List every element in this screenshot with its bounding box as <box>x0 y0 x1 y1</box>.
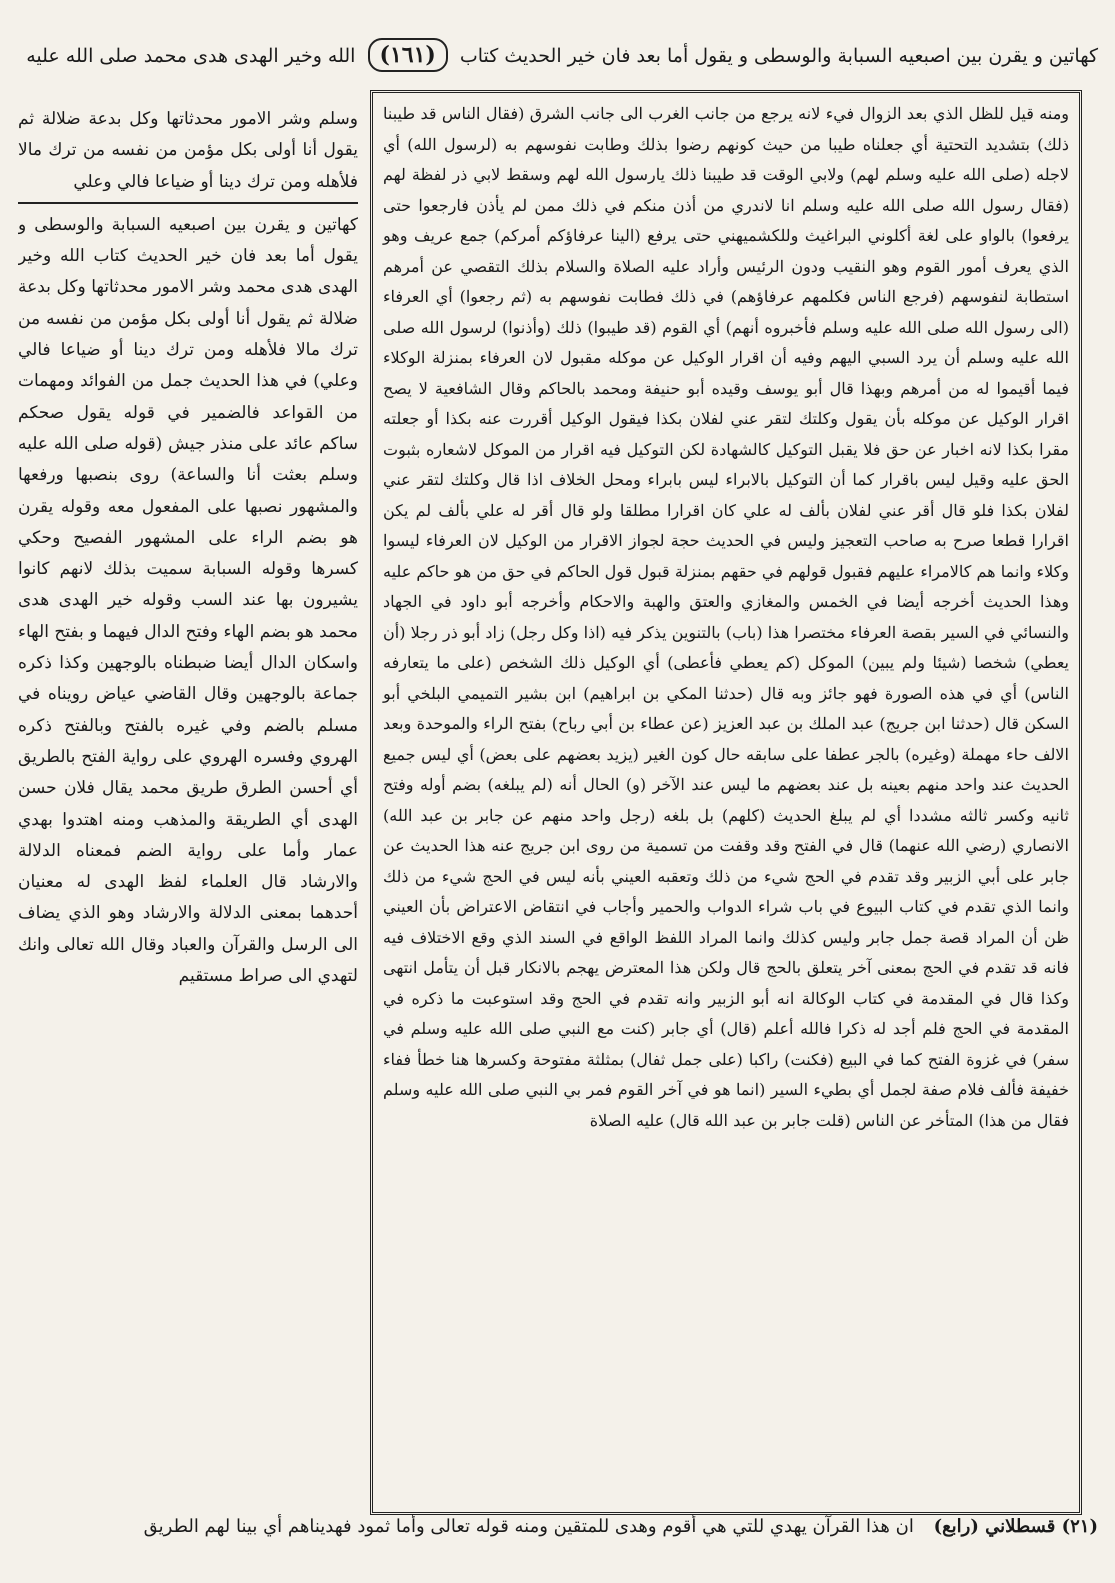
header-text-left: الله وخير الهدى هدى محمد صلى الله عليه <box>26 45 356 67</box>
margin-commentary-column <box>18 104 358 1499</box>
header-text-right: كهاتين و يقرن بين اصبعيه السبابة والوسطى و يقول أما بعد فان خير الحديث كتاب <box>459 45 1098 67</box>
page-number: (١٦١) <box>368 38 448 72</box>
margin-top-text: وسلم وشر الامور محدثاتها وكل بدعة ضلالة ثم يقول أنا أولى بكل مؤمن من نفسه من ترك مالا فلأهله ومن ترك دينا أو ضياعا فالي وعلي <box>18 109 358 192</box>
main-text-box <box>370 90 1082 1515</box>
margin-body-text: كهاتين و يقرن بين اصبعيه السبابة والوسطى و يقول أما بعد فان خير الحديث كتاب الله وخير الهدى هدى محمد وشر الامور محدثاتها وكل بدعة ضلالة ثم يقول أنا أولى بكل مؤمن من نفسه من ترك مالا فلأهله ومن ترك دينا أو ضياعا فالي وعلي) في هذا الحديث جمل من الفوائد ومهمات من القواعد فالضمير في قوله يقول صحكم ساكم عائد على منذر جيش (قوله صلى الله عليه وسلم بعثت أنا والساعة) روى بنصبها ورفعها والمشهور نصبها على المفعول معه وقوله يقرن هو بضم الراء على المشهور الفصيح وحكي كسرها وقوله السبابة سميت بذلك لانهم كانوا يشيرون بها عند السب وقوله خير الهدى هدى محمد هو بضم الهاء وفتح الدال فيهما و بفتح الهاء واسكان الدال أيضا ضبطناه بالوجهين وكذا ذكره جماعة بالوجهين وقال القاضي عياض رويناه في مسلم بالضم وفي غيره بالفتح وبالفتح ذكره الهروي وفسره الهروي على رواية الفتح بالطريق أي أحسن الطرق طريق محمد يقال فلان حسن الهدى أي الطريقة والمذهب ومنه اهتدوا بهدي عمار وأما على رواية الضم فمعناه الدلالة والارشاد قال العلماء لفظ الهدى له معنيان أحدهما بمعنى الدلالة والارشاد وهو الذي يضاف الى الرسل والقرآن والعباد وقال الله تعالى وانك لتهدي الى صراط مستقيم <box>18 214 358 987</box>
margin-divider <box>18 202 358 204</box>
main-commentary-text: ومنه قيل للظل الذي بعد الزوال فيء لانه يرجع من جانب الغرب الى جانب الشرق (فقال الناس قد طيبنا ذلك) بتشديد التحتية أي جعلناه طيبا من حيث كونهم رضوا بذلك وطابت نفوسهم به (لرسول الله) أي لاجله (صلى الله عليه وسلم لهم) ولابي الوقت قد طيبنا ذلك يارسول الله لهم وسقط لابي ذر لفظة لهم (فقال رسول الله صلى الله عليه وسلم انا لاندري من أذن منكم في ذلك ممن لم يأذن فارجعوا حتى يرفعوا) بالواو على لغة أكلوني البراغيث وللكشميهني حتى يرفع (الينا عرفاؤكم أمركم) جمع عريف وهو الذي يعرف أمور القوم وهو النقيب ودون الرئيس وأراد عليه الصلاة والسلام بذلك التقصي عن أمرهم استطابة لنفوسهم (فرجع الناس فكلمهم عرفاؤهم) في ذلك فطابت نفوسهم به (ثم رجعوا) أي العرفاء (الى رسول الله صلى الله عليه وسلم فأخبروه أنهم) أي القوم (قد طيبوا) ذلك (وأذنوا) لرسول الله صلى الله عليه وسلم أن يرد السبي اليهم وفيه أن اقرار الوكيل عن موكله مقبول لان العرفاء بمنزلة الوكلاء فيما أقيموا له من أمرهم وبهذا قال أبو يوسف وقيده أبو حنيفة ومحمد بالحاكم وقال الشافعية لا يصح اقرار الوكيل عن موكله بأن يقول وكلتك لتقر عني لفلان بكذا فيقول الوكيل أقررت عنه بكذا أو جعلته مقرا بكذا لانه اخبار عن حق فلا يقبل التوكيل كالشهادة لكن التوكيل فيه اقرار من الموكل لاشعاره بثبوت الحق عليه وقيل ليس باقرار كما أن التوكيل بالابراء ليس بابراء ومحل الخلاف اذا قال وكلتك لتقر عني لفلان بكذا فلو قال أقر عني لفلان بألف له علي كان اقرارا مطلقا ولو قال أقر له علي بألف لم يكن اقرارا قطعا صرح به صاحب التعجيز وليس في الحديث حجة لجواز الاقرار من الوكيل لان العرفاء ليسوا وكلاء وانما هم كالامراء عليهم فقبول قولهم في حقهم بمنزلة قبول قول الحاكم في حق من هو حاكم عليه وهذا الحديث أخرجه أيضا في الخمس والمغازي والعتق والهبة والاحكام وأخرجه أبو داود في الجهاد والنسائي في السير بقصة العرفاء مختصرا هذا (باب) بالتنوين يذكر فيه (اذا وكل رجل) زاد أبو ذر رجلا (أن يعطي) شخصا (شيئا ولم يبين) الموكل (كم يعطي فأعطى) أي الوكيل ذلك الشخص (على ما يتعارفه الناس) أي في هذه الصورة فهو جائز وبه قال (حدثنا المكي بن ابراهيم) ابن بشير التميمي البلخي أبو السكن قال (حدثنا ابن جريج) عبد الملك بن عبد العزيز (عن عطاء بن أبي رباح) بفتح الراء والموحدة وبعد الالف حاء مهملة (وغيره) بالجر عطفا على سابقه حال كون الغير (يزيد بعضهم على بعض) أي ليس جميع الحديث عند واحد منهم بعينه بل عند بعضهم ما ليس عند الآخر (و) الحال أنه (لم يبلغه) بضم أوله وفتح ثانيه وكسر ثالثه مشددا أي لم يبلغ الحديث (كلهم) بل بلغه (رجل واحد منهم عن جابر بن عبد الله) الانصاري (رضي الله عنهما) قال في الفتح وقد وقفت من تسمية من روى ابن جريج عنه هذا الحديث عن جابر على أبي الزبير وقد تقدم في الحج شيء من ذلك وتعقبه العيني بأنه ليس في الحج شيء من ذلك وانما الذي تقدم في كتاب البيوع في باب شراء الدواب والحمير وأجاب في انتقاض الاعتراض بأن العيني ظن أن المراد قصة جمل جابر وليس كذلك وانما المراد اللفظ الواقع في السند الذي وقع الاختلاف فيه فانه قد تقدم في الحج بمعنى آخر يتعلق بالحج قال ولكن هذا المعترض يهجم بالانكار قبل أن يتأمل انتهى وكذا قال في المقدمة في كتاب الوكالة انه أبو الزبير وانه تقدم في الحج وقد استوعبت ما ذكره في المقدمة في الحج فلم أجد له ذكرا فالله أعلم (قال) أي جابر (كنت مع النبي صلى الله عليه وسلم في سفر) في غزوة الفتح كما في البيع (فكنت) راكبا (على جمل ثفال) بمثلثة مفتوحة وكسرها هنا خطأ ففاء خفيفة فألف فلام صفة لجمل أي بطيء السير (انما هو في آخر القوم فمر بي النبي صلى الله عليه وسلم فقال من هذا) المتأخر عن الناس (قلت جابر بن عبد الله قال) عليه الصلاة <box>383 104 1070 1130</box>
signature-mark: (٢١) قسطلاني (رابع) <box>933 1516 1098 1537</box>
page-footer <box>18 1512 1098 1572</box>
footer-text: ان هذا القرآن يهدي للتي هي أقوم وهدى للمتقين ومنه قوله تعالى وأما ثمود فهديناهم أي بينا لهم الطريق <box>143 1516 914 1537</box>
